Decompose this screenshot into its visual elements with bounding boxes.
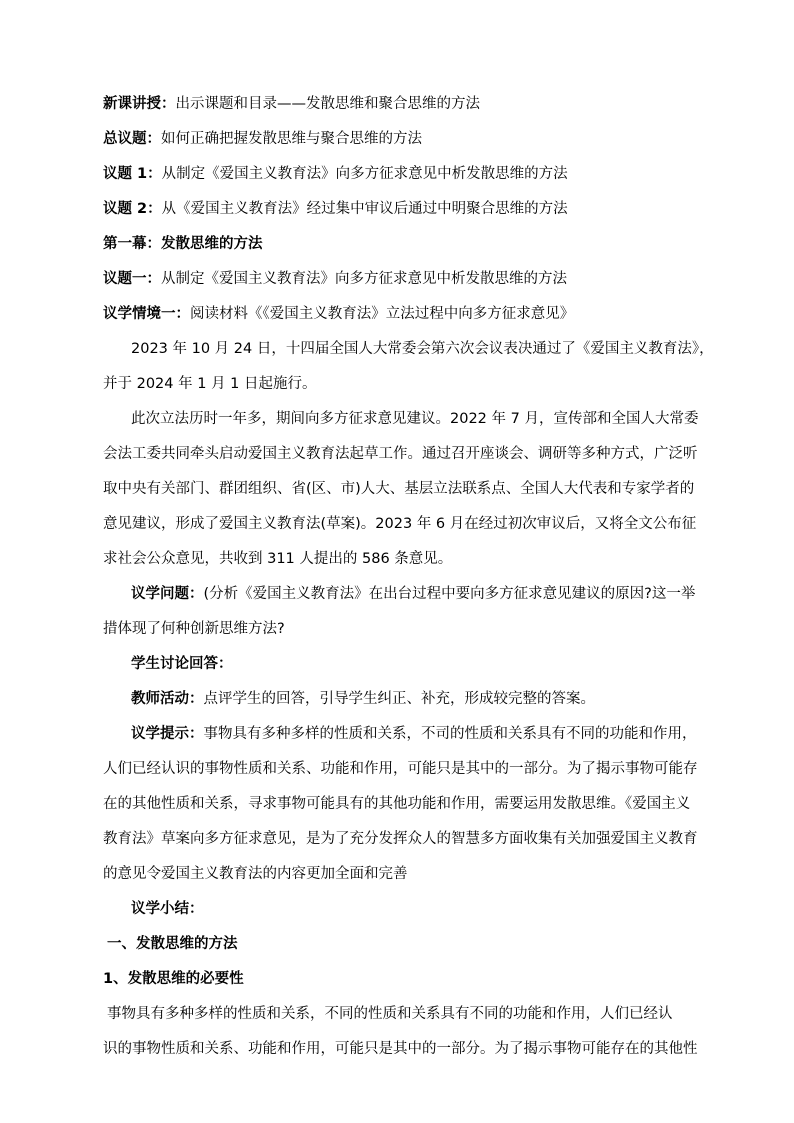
question-line [103,584,735,604]
topic-2-label: 议题 2： [103,201,162,217]
section-heading-1-1: 1、发散思维的必要性 [103,971,244,987]
paragraph-line: 取中央有关部门、群团组织、省(区、市)人大、基层立法联系点、全国人大代表和专家学者的 [103,481,695,497]
student-discussion-label: 学生讨论回答： [131,656,233,672]
scenario-one-line [103,304,735,324]
document-page [103,94,735,1059]
topic-2-text: 从《爱国主义教育法》经过集中审议后通过中明聚合思维的方法 [161,201,568,217]
paragraph-line: 2023 年 10 月 24 日，十四届全国人大常委会第六次会议表决通过了《爱国主义教育法》， [131,341,714,357]
material-paragraph-1 [103,339,735,394]
main-topic-text: 如何正确把握发散思维与聚合思维的方法 [161,131,422,147]
hint-line-4: 教育法》草案向多方征求意见，是为了充分发挥众人的智慧多方面收集有关加强爱国主义教育 [103,831,698,847]
paragraph-line: 意见建议，形成了爱国主义教育法(草案)。2023 年 6 月在经过初次审议后，又将全文公布征 [103,516,697,532]
new-lesson-text: 出示课题和目录——发散思维和聚合思维的方法 [175,96,480,112]
paragraph-line: 此次立法历时一年多，期间向多方征求意见建议。2022 年 7 月，宣传部和全国人大常委 [131,411,699,427]
hint-label: 议学提示： [131,726,204,742]
topic-1-line [103,164,735,184]
act-one-heading: 第一幕：发散思维的方法 [103,236,263,252]
main-topic-line [103,129,735,149]
hint-line [103,724,735,744]
topic-2-line [103,199,735,219]
scenario-one-label: 议学情境一： [103,306,190,322]
paragraph-line: 事物具有多种多样的性质和关系，不同的性质和关系具有不同的功能和作用，人们已经认 [107,1006,673,1022]
topic-one-text: 从制定《爱国主义教育法》向多方征求意见中析发散思维的方法 [161,271,567,287]
teacher-activity-text: 点评学生的回答，引导学生纠正、补充，形成较完整的答案。 [203,691,595,707]
hint-line-3: 在的其他性质和关系，寻求事物可能具有的其他功能和作用，需要运用发散思维。《爱国主义 [103,796,691,812]
teacher-activity-line [103,689,735,709]
topic-one-label: 议题一： [103,271,161,287]
new-lesson-line [103,94,735,114]
question-block [103,584,735,639]
section-heading-1: 一、发散思维的方法 [107,936,238,952]
hint-text: 事物具有多种多样的性质和关系，不司的性质和关系具有不同的功能和作用， [203,726,697,742]
scenario-one-text: 阅读材料《《爱国主义教育法》立法过程中向多方征求意见》 [190,306,575,322]
summary-label: 议学小结： [131,901,204,917]
paragraph-line: 求社会公众意见，共收到 311 人提出的 586 条意见。 [103,551,453,567]
hint-line-2: 人们已经认识的事物性质和关系、功能和作用，可能只是其中的一部分。为了揭示事物可能存 [103,761,698,777]
main-topic-label: 总议题： [103,131,161,147]
final-paragraph [103,1004,735,1059]
material-paragraph-2 [103,409,735,569]
topic-one-line [103,269,735,289]
question-line-2: 措体现了何种创新思维方法? [103,621,285,637]
teacher-activity-label: 教师活动： [131,691,204,707]
paragraph-line: 会法工委共同牵头启动爱国主义教育法起草工作。通过召开座谈会、调研等多种方式，广泛听 [103,446,698,462]
question-text: (分析《爱国主义教育法》在出台过程中要向多方征求意见建议的原因?这一举 [203,586,696,602]
hint-line-5: 的意见令爱国主义教育法的内容更加全面和完善 [103,866,408,882]
topic-1-label: 议题 1： [103,166,162,182]
topic-1-text: 从制定《爱国主义教育法》向多方征求意见中析发散思维的方法 [161,166,568,182]
question-label: 议学问题： [131,586,204,602]
hint-block [103,724,735,884]
new-lesson-label: 新课讲授： [103,96,176,112]
paragraph-line: 识的事物性质和关系、功能和作用，可能只是其中的一部分。为了揭示事物可能存在的其他性 [103,1041,698,1057]
paragraph-line: 并于 2024 年 1 月 1 日起施行。 [103,376,317,392]
